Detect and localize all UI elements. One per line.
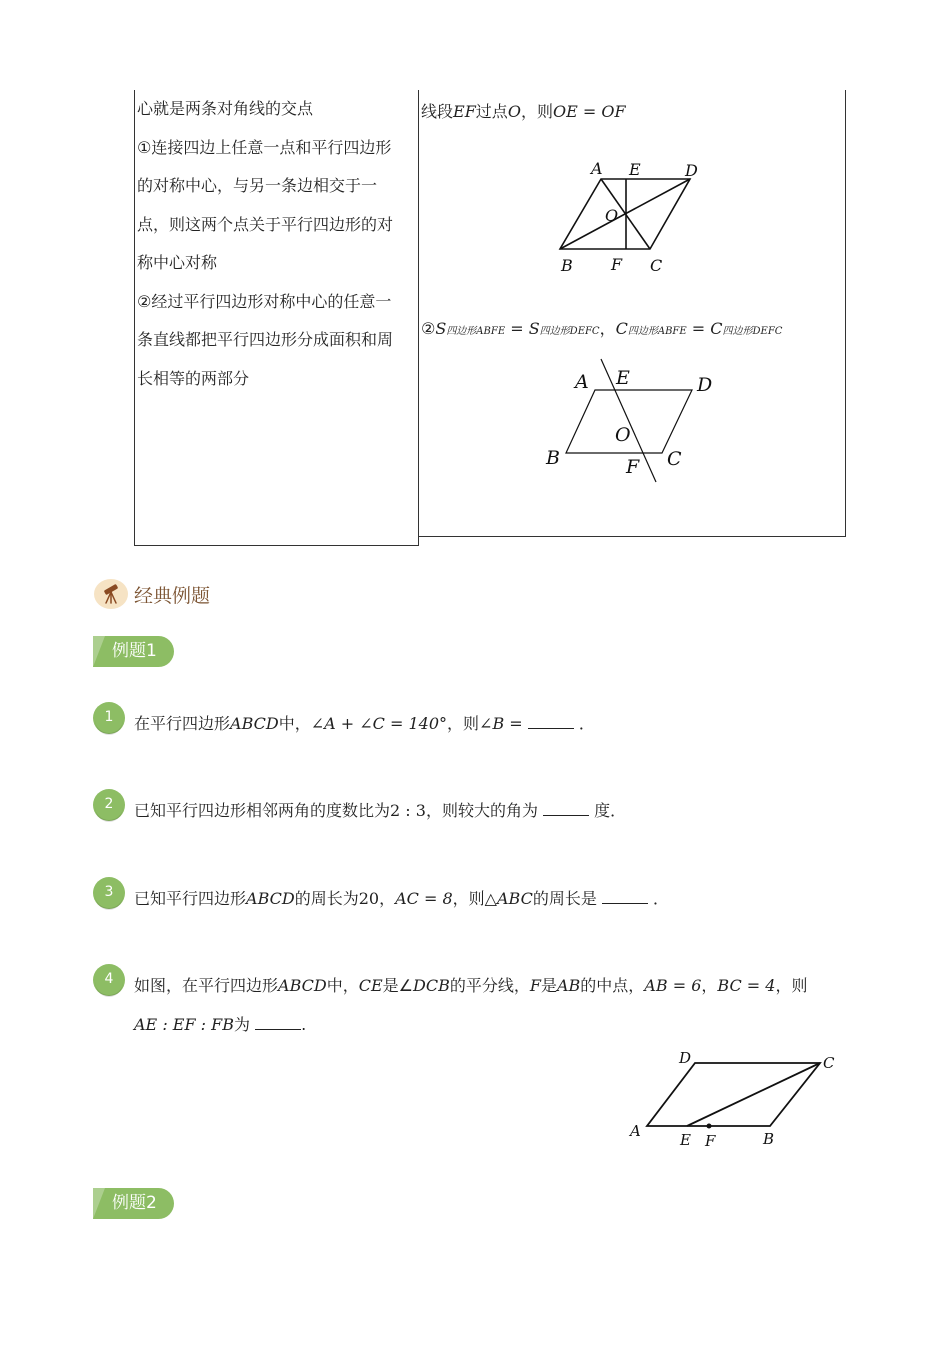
subscript: 四边形DEFC — [539, 326, 600, 337]
math: CE — [358, 976, 383, 995]
text: ． — [578, 714, 595, 733]
subscript: 四边形ABFE — [627, 326, 687, 337]
question-number-1: 1 — [93, 702, 125, 734]
left-line-4: 点，则这两个点关于平行四边形的对 — [137, 214, 394, 234]
label-e: E — [629, 160, 641, 179]
table-border-bottom-left — [134, 545, 419, 546]
math: ABCD — [230, 714, 279, 733]
text: 是∠ — [382, 976, 413, 995]
text: 已知平行四边形 — [134, 889, 247, 908]
math: ABCD — [278, 976, 327, 995]
text: 如图，在平行四边形 — [134, 976, 279, 995]
telescope-icon — [94, 579, 128, 609]
left-line-3: 的对称中心，与另一条边相交于一 — [137, 176, 378, 195]
question-number-2: 2 — [93, 789, 125, 821]
text: 过点 — [475, 102, 508, 121]
left-line-5: 称中心对称 — [137, 253, 218, 272]
math: 20 — [358, 889, 380, 908]
text: . — [301, 1015, 307, 1034]
parallelogram-figure-2 — [540, 355, 730, 490]
label-f: F — [626, 456, 640, 478]
label-a: A — [575, 371, 589, 393]
label-c: C — [650, 256, 663, 275]
text: ，则△ — [452, 889, 497, 908]
text: 中， — [326, 976, 359, 995]
text: 中， — [278, 714, 311, 733]
right-line-1 — [421, 99, 626, 122]
text: 在平行四边形 — [134, 714, 231, 733]
label-b: B — [763, 1130, 775, 1148]
label-e: E — [680, 1131, 691, 1149]
telescope-icon-svg — [94, 579, 128, 609]
label-c: C — [667, 448, 682, 470]
text: 已知平行四边形相邻两角的度数比为 — [134, 801, 391, 820]
math: BC = 4 — [717, 976, 776, 995]
math: S — [435, 319, 447, 338]
question-4-text-line-1 — [134, 973, 807, 996]
math: = — [505, 319, 529, 338]
text: ． — [653, 889, 670, 908]
label-o: O — [615, 424, 631, 446]
table-border-right — [845, 90, 846, 537]
right-line-2 — [421, 316, 782, 339]
math: AB — [556, 976, 581, 995]
math: S — [528, 319, 540, 338]
table-border-bottom-right — [418, 536, 846, 537]
math: C — [710, 319, 723, 338]
math: OE = OF — [552, 102, 626, 121]
left-line-7: 条直线都把平行四边形分成面积和周 — [137, 330, 394, 349]
math: C — [615, 319, 628, 338]
math: AC = 8 — [395, 889, 453, 908]
math: = — [686, 319, 711, 338]
text: ， — [379, 889, 396, 908]
math: DCB — [413, 976, 450, 995]
subscript: 四边形DEFC — [722, 326, 783, 337]
question-4-text-line-2 — [134, 1012, 306, 1035]
text: ，则 — [447, 714, 480, 733]
text: ， — [701, 976, 718, 995]
text: 的周长为 — [294, 889, 359, 908]
label-d: D — [697, 374, 713, 396]
left-line-2: ①连接四边上任意一点和平行四边形 — [137, 137, 392, 157]
parallelogram-figure-1 — [540, 155, 720, 280]
math: O — [507, 102, 521, 121]
text: 的周长是 — [532, 889, 597, 908]
math: F — [529, 976, 541, 995]
question-number-3: 3 — [93, 877, 125, 909]
table-border-middle — [418, 90, 419, 546]
table-border-left — [134, 90, 135, 546]
left-line-6: ②经过平行四边形对称中心的任意一 — [137, 291, 392, 311]
label-c: C — [823, 1054, 835, 1072]
math: ABC — [496, 889, 533, 908]
math: AE : EF : FB — [134, 1015, 234, 1034]
subscript: 四边形ABFE — [446, 326, 506, 337]
math: ∠A + ∠C = 140° — [310, 714, 448, 733]
math: EF — [453, 102, 476, 121]
answer-blank[interactable] — [543, 803, 589, 816]
math: AB = 6 — [644, 976, 702, 995]
left-line-8: 长相等的两部分 — [137, 368, 250, 388]
table-left-cell — [137, 90, 412, 398]
label-e: E — [616, 367, 630, 389]
label-b: B — [561, 256, 573, 275]
question-number-4: 4 — [93, 964, 125, 996]
label-b: B — [546, 447, 560, 469]
text: 线段 — [421, 102, 454, 121]
text: ， — [599, 319, 616, 338]
question-1-text — [134, 711, 595, 734]
text: 的平分线， — [449, 976, 530, 995]
math: 2 : 3 — [390, 801, 426, 820]
question-2-text — [134, 798, 626, 821]
text: ，则 — [775, 976, 808, 995]
label-f: F — [611, 255, 623, 274]
parallelogram-figure-3 — [625, 1045, 845, 1155]
math: ABCD — [246, 889, 295, 908]
label-d: D — [685, 161, 698, 180]
text: ，则 — [520, 102, 553, 121]
answer-blank[interactable] — [602, 891, 648, 904]
label-f: F — [705, 1132, 716, 1150]
text: 度． — [594, 801, 627, 820]
question-3-text — [134, 886, 669, 909]
label-a: A — [630, 1122, 641, 1140]
text: ② — [421, 319, 436, 338]
left-line-1: 心就是两条对角线的交点 — [137, 99, 314, 118]
math: ∠B = — [479, 714, 523, 733]
answer-blank[interactable] — [255, 1017, 301, 1030]
text: 是 — [540, 976, 557, 995]
answer-blank[interactable] — [528, 716, 574, 729]
example-tag-1: 例题1 — [93, 636, 174, 667]
example-tag-2: 例题2 — [93, 1188, 174, 1219]
label-o: O — [605, 206, 619, 225]
text: 的中点， — [580, 976, 645, 995]
text: ，则较大的角为 — [425, 801, 538, 820]
label-a: A — [591, 159, 603, 178]
section-title: 经典例题 — [134, 585, 211, 607]
text: 为 — [234, 1015, 251, 1034]
label-d: D — [679, 1049, 692, 1067]
